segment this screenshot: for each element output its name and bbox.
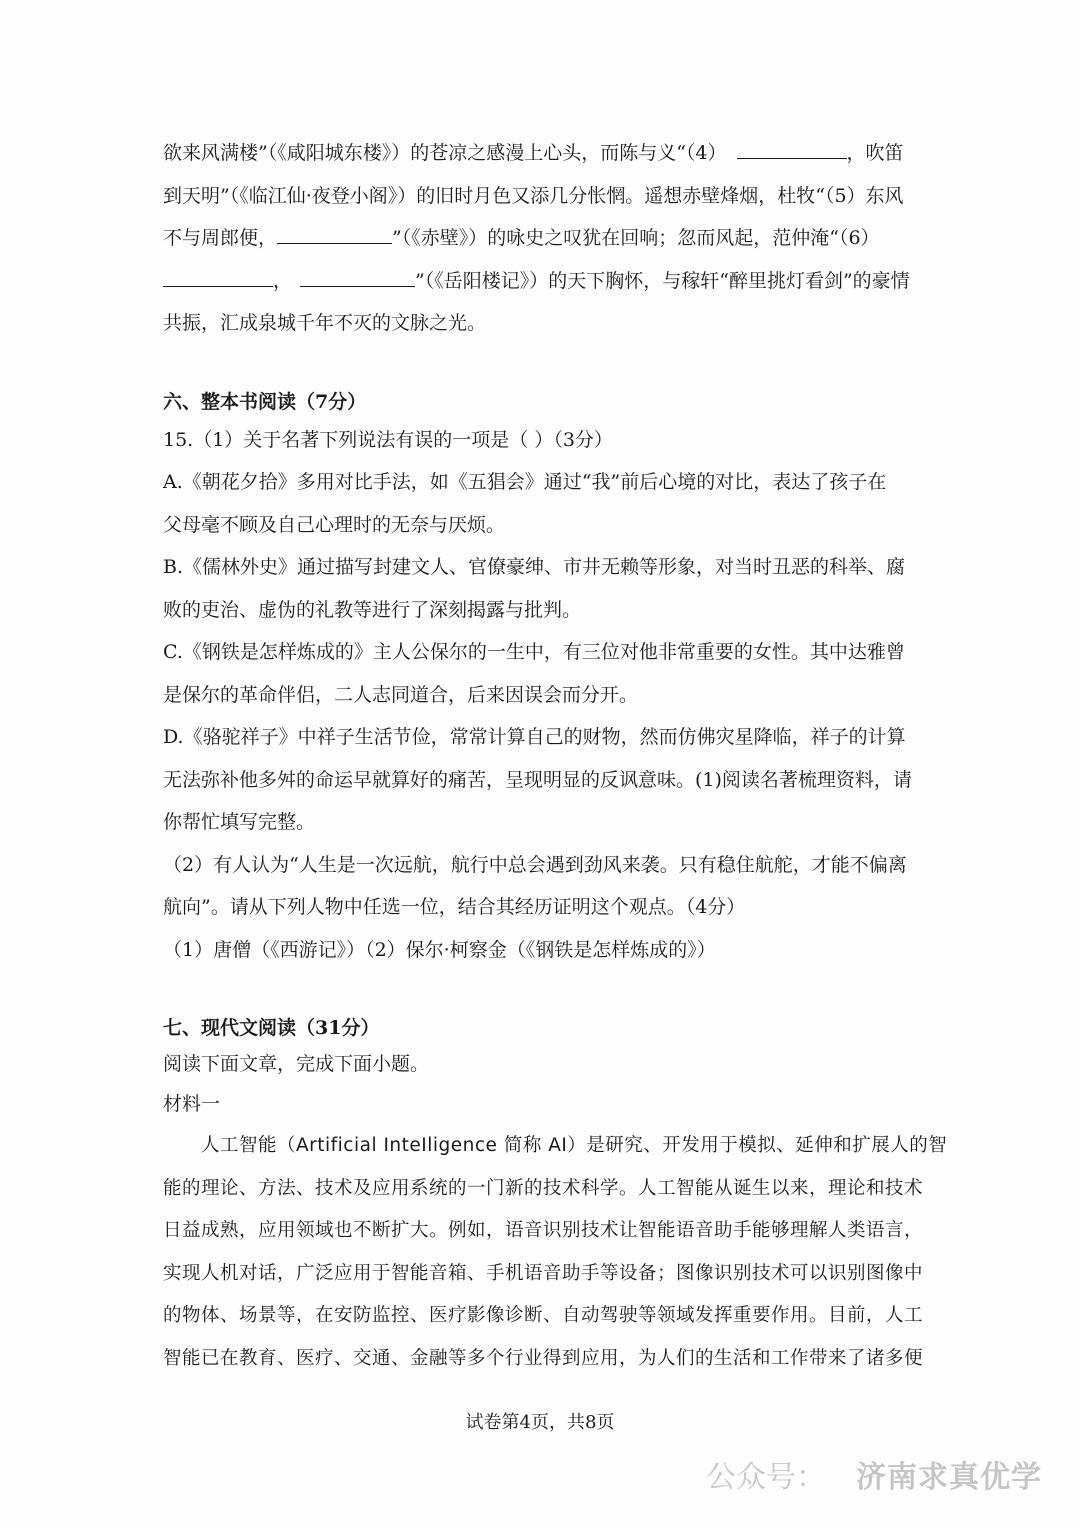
option-a-line1: A.《朝花夕拾》多用对比手法，如《五猖会》通过“我”前后心境的对比，表达了孩子在	[163, 471, 887, 493]
text-line	[163, 132, 923, 175]
question-15-1: 15.（1）关于名著下列说法有误的一项是（ ）（3分）	[163, 428, 613, 451]
option-d-line2: 无法弥补他多舛的命运早就算好的痛苦，呈现明显的反讽意味。(1)阅读名著梳理资料，请	[163, 768, 912, 791]
material-paragraph-line: 人工智能（Artificial InteIligence 简称 AI）是研究、开发用于模拟、延伸和扩展人的智	[201, 1135, 948, 1156]
option-d-line3: 你帮忙填写完整。	[163, 811, 316, 833]
answer-blank-6b[interactable]	[300, 268, 415, 287]
question-15-2-choices: （1）唐僧（《西游记》）（2）保尔·柯察金（《钢铁是怎样炼成的》）	[163, 938, 716, 961]
poem-text: ”（《岳阳楼记》）的天下胸怀，与稼轩“醉里挑灯看剑”的豪情	[415, 269, 910, 292]
text-line	[163, 302, 923, 345]
poem-text: 共振，汇成泉城千年不灭的文脉之光。	[163, 312, 487, 334]
question-15-2-line1: （2）有人认为“人生是一次远航，航行中总会遇到劲风来袭。只有稳住航舵，才能不偏离	[163, 853, 907, 876]
question-15-2-line2: 航向”。请从下列人物中任选一位，结合其经历证明这个观点。（4分）	[163, 896, 746, 918]
material-paragraph-line: 实现人机对话，广泛应用于智能音箱、手机语音助手等设备；图像识别技术可以识别图像中	[163, 1262, 924, 1284]
reading-instruction: 阅读下面文章，完成下面小题。	[163, 1053, 430, 1075]
poem-text: 欲来风满楼”（《咸阳城东楼》）的苍凉之感漫上心头，而陈与义“（4）	[163, 142, 727, 164]
poem-text: 到天明”（《临江仙·夜登小阁》）的旧时月色又添几分怅惘。遥想赤壁烽烟，杜牧“（5）东风	[163, 184, 904, 207]
material-paragraph-line: 的物体、场景等，在安防监控、医疗影像诊断、自动驾驶等领域发挥重要作用。目前，人工	[163, 1305, 924, 1326]
material-paragraph-line: 能的理论、方法、技术及应用系统的一门新的技术科学。人工智能从诞生以来，理论和技术	[163, 1177, 924, 1199]
option-a-line2: 父母毫不顾及自己心理时的无奈与厌烦。	[163, 513, 506, 536]
poem-text: ，吹笛	[846, 142, 904, 164]
section-7-heading: 七、现代文阅读（31分）	[163, 1017, 380, 1039]
watermark	[706, 1452, 1042, 1496]
poem-text: ”（《赤壁》）的咏史之叹犹在回响；忽而风起，范仲淹“（6）	[392, 227, 880, 249]
answer-blank-4[interactable]	[737, 140, 847, 159]
section-6-heading: 六、整本书阅读（7分）	[163, 390, 367, 413]
material-paragraph-line: 智能已在教育、医疗、交通、金融等多个行业得到应用，为人们的生活和工作带来了诸多便	[163, 1347, 924, 1369]
option-b-line1: B.《儒林外史》通过描写封建文人、官僚豪绅、市井无赖等形象，对当时丑恶的科举、腐	[163, 556, 906, 578]
text-line	[163, 260, 923, 303]
option-b-line2: 败的吏治、虚伪的礼教等进行了深刻揭露与批判。	[163, 598, 582, 621]
text-line	[163, 217, 923, 260]
text-line	[163, 175, 923, 218]
option-c-line1: C.《钢铁是怎样炼成的》主人公保尔的一生中，有三位对他非常重要的女性。其中达雅曾	[163, 641, 905, 663]
page-content	[163, 132, 948, 1380]
answer-blank-6a[interactable]	[163, 268, 273, 287]
poem-text: 不与周郎便，	[163, 227, 278, 249]
option-c-line2: 是保尔的革命伴侣，二人志同道合，后来因误会而分开。	[163, 683, 639, 706]
material-label: 材料一	[163, 1093, 221, 1115]
answer-blank-5[interactable]	[277, 225, 392, 244]
watermark-account-name: 济南求真优学	[856, 1460, 1042, 1495]
page-footer: 试卷第4页，共8页	[465, 1412, 615, 1433]
watermark-label: 公众号：	[706, 1460, 826, 1495]
option-d-line1: D.《骆驼祥子》中祥子生活节俭，常常计算自己的财物，然而仿佛灾星降临，祥子的计算	[163, 726, 906, 748]
material-paragraph-line: 日益成熟，应用领域也不断扩大。例如，语音识别技术让智能语音助手能够理解人类语言，	[163, 1220, 924, 1241]
poem-text: ，	[273, 269, 293, 292]
